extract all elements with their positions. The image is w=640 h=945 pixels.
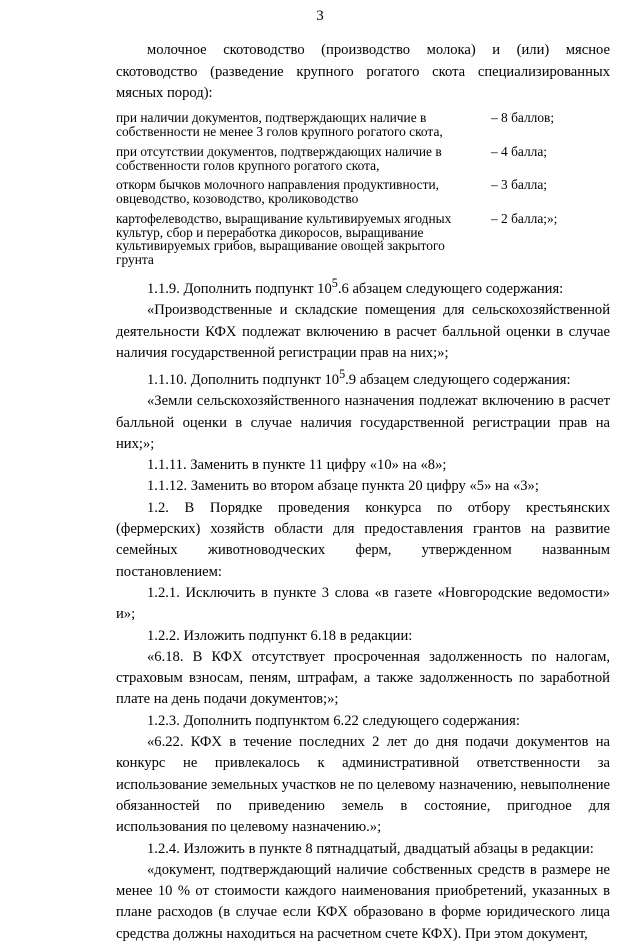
paragraph-1-2-3: 1.2.3. Дополнить подпунктом 6.22 следующего содержания: xyxy=(147,712,520,729)
points-item-text: при наличии документов, подтверждающих наличие в собственности не менее 3 голов крупного рогатого скота, xyxy=(116,110,443,139)
quote-document: «документ, подтверждающий наличие собственных средств в размере не менее 10 % от стоимости каждого наименования приобретений, указанных в плане расходов (в случае если КФХ образовано в форме юридического лица средства должны находиться на расчетном счете КФХ). При этом документ, xyxy=(116,861,610,942)
quote-6-18: «6.18. В КФХ отсутствует просроченная задолженность по налогам, страховым взносам, пеням, штрафам, а также задолженность по заработной плате на день подачи документов;»; xyxy=(116,648,610,708)
points-item-value: – 8 баллов; xyxy=(491,110,555,126)
paragraph-1-1-12: 1.1.12. Заменить во втором абзаце пункта 20 цифру «5» на «3»; xyxy=(147,478,539,495)
paragraph-1-1-9 xyxy=(116,273,610,300)
document-body xyxy=(116,40,610,945)
paragraph-1-2: 1.2. В Порядке проведения конкурса по отбору крестьянских (фермерских) хозяйств области для предоставления грантов на развитие семейных животноводческих ферм, утвержденном названным постановлением: xyxy=(116,499,610,580)
points-item-text: при отсутствии документов, подтверждающих наличие в собственности голов крупного рогатого скота, xyxy=(116,143,442,173)
paragraph-1-1-11: 1.1.11. Заменить в пункте 11 цифру «10» на «8»; xyxy=(147,457,447,474)
points-item xyxy=(116,212,610,267)
points-list xyxy=(116,111,610,267)
superscript: 5 xyxy=(339,367,346,382)
quote-1-1-9: «Производственные и складские помещения для сельскохозяйственной деятельности КФХ подлежат включению в расчет балльной оценки в случае наличия государственной регистрации прав на них;»; xyxy=(116,302,610,361)
paragraph-1-1-10-tail: .9 абзацем следующего содержания: xyxy=(345,371,571,388)
points-item xyxy=(116,111,610,139)
paragraph-1-1-10-text: 1.1.10. Дополнить подпункт 10 xyxy=(147,371,340,388)
superscript: 5 xyxy=(331,276,338,291)
points-item xyxy=(116,145,610,173)
paragraph-1-2-1: 1.2.1. Исключить в пункте 3 слова «в газете «Новгородские ведомости» и»; xyxy=(116,584,610,623)
points-item-text: откорм бычков молочного направления продуктивности, овцеводство, козоводство, кролиководство xyxy=(116,177,439,207)
paragraph-1-2-2: 1.2.2. Изложить подпункт 6.18 в редакции: xyxy=(147,627,413,644)
paragraph-1-2-4: 1.2.4. Изложить в пункте 8 пятнадцатый, двадцатый абзацы в редакции: xyxy=(147,840,594,857)
paragraph-1-1-10 xyxy=(116,364,610,391)
points-item-value: – 2 балла;»; xyxy=(491,210,558,226)
points-item-text: картофелеводство, выращивание культивируемых ягодных культур, сбор и переработка дикоросов, выращивание культивируемых грибов, выращивание овощей закрытого грунта xyxy=(116,210,452,268)
quote-1-1-10: «Земли сельскохозяйственного назначения подлежат включению в расчет балльной оценки в случае наличия государственной регистрации прав на них;»; xyxy=(116,393,610,452)
points-item-value: – 3 балла; xyxy=(491,177,547,193)
paragraph-1-1-9-text: 1.1.9. Дополнить подпункт 10 xyxy=(147,280,332,297)
quote-6-22: «6.22. КФХ в течение последних 2 лет до дня подачи документов на конкурс не привлекалось к административной ответственности за использование земельных участков не по целевому назначению, невыполнение обязанностей по приведению земель в состояние, пригодное для использования по целевому назначению.»; xyxy=(116,734,610,836)
page-number: 3 xyxy=(316,8,324,24)
intro-paragraph: молочное скотоводство (производство молока) и (или) мясное скотоводство (разведение крупного рогатого скота специализированных мясных пород): xyxy=(116,42,610,102)
points-item-value: – 4 балла; xyxy=(491,143,547,159)
paragraph-1-1-9-tail: .6 абзацем следующего содержания: xyxy=(337,280,564,297)
points-item xyxy=(116,178,610,206)
